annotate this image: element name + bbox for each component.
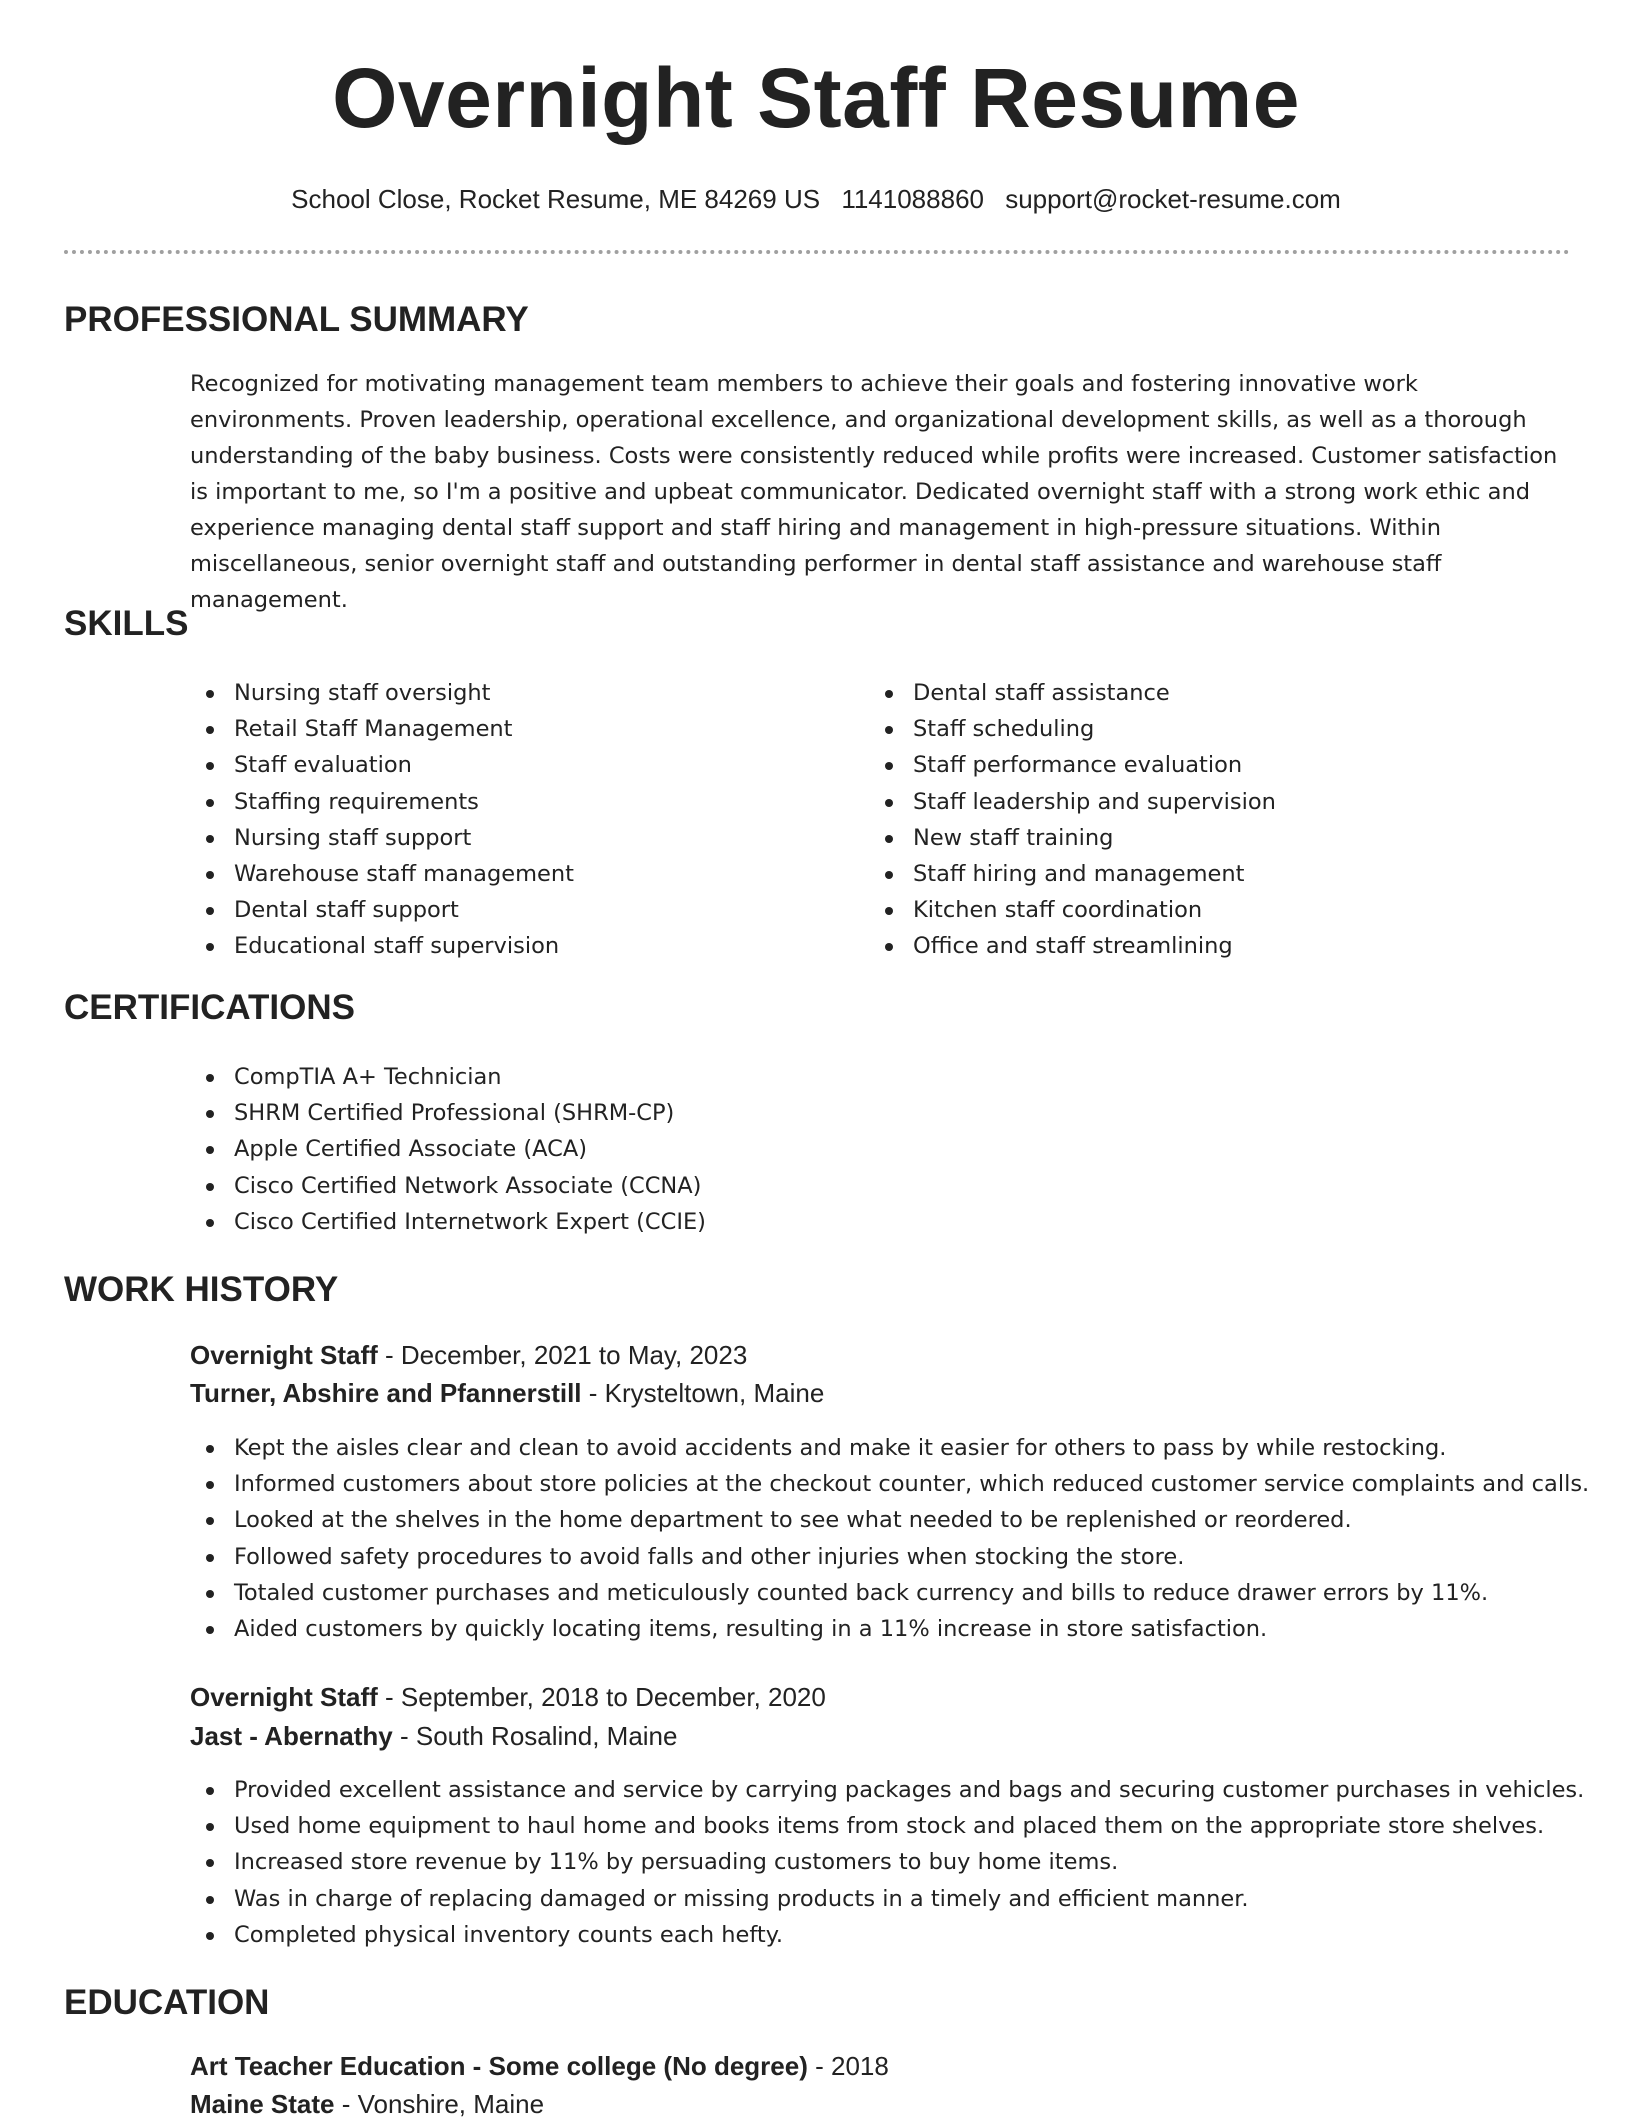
skill-item: Warehouse staff management [190, 856, 574, 892]
certification-item: Apple Certified Associate (ACA) [190, 1131, 706, 1167]
job-company: Turner, Abshire and Pfannerstill [190, 1378, 582, 1408]
job-dates: - September, 2018 to December, 2020 [377, 1682, 826, 1712]
skill-item: Dental staff assistance [869, 675, 1276, 711]
skill-item: Office and staff streamlining [869, 928, 1276, 964]
job-company-line [190, 1720, 677, 1752]
job-title-line [190, 1681, 826, 1713]
job-company-line [190, 1377, 824, 1409]
summary-text: Recognized for motivating management team members to achieve their goals and fostering innovative work environments. Proven leadership, operational excellence, and organizational development skills, as well as a thorough understanding of the baby business. Costs were consistently reduced while profits were increased. Customer satisfaction is important to me, so I'm a positive and upbeat communicator. Dedicated overnight staff with a strong work ethic and experience managing dental staff support and staff hiring and management in high-pressure situations. Within miscellaneous, senior overnight staff and outstanding performer in dental staff assistance and warehouse staff management. [190, 371, 1558, 613]
job-bullet: Kept the aisles clear and clean to avoid accidents and make it easier for others to pass by while restocking. [190, 1430, 1589, 1466]
job-bullet: Looked at the shelves in the home department to see what needed to be replenished or reordered. [190, 1502, 1589, 1538]
job-bullet: Provided excellent assistance and service by carrying packages and bags and securing customer purchases in vehicles. [190, 1772, 1584, 1808]
skill-item: Retail Staff Management [190, 711, 574, 747]
skill-item: Staff evaluation [190, 747, 574, 783]
job-bullet: Followed safety procedures to avoid falls and other injuries when stocking the store. [190, 1539, 1589, 1575]
skill-item: Staff performance evaluation [869, 747, 1276, 783]
address-text: School Close, Rocket Resume, ME 84269 US [291, 184, 821, 214]
job-bullet: Increased store revenue by 11% by persuading customers to buy home items. [190, 1844, 1584, 1880]
job-title: Overnight Staff [190, 1682, 378, 1712]
work-history-heading: WORK HISTORY [64, 1270, 339, 1309]
certification-item: Cisco Certified Network Associate (CCNA) [190, 1168, 706, 1204]
email-link[interactable]: support@rocket-resume.com [1005, 184, 1341, 214]
job-bullet: Used home equipment to haul home and books items from stock and placed them on the appropriate store shelves. [190, 1808, 1584, 1844]
job-bullet: Aided customers by quickly locating items, resulting in a 11% increase in store satisfaction. [190, 1611, 1589, 1647]
job-title: Overnight Staff [190, 1340, 378, 1370]
skill-item: Kitchen staff coordination [869, 892, 1276, 928]
header-divider [64, 250, 1570, 254]
skill-item: Nursing staff support [190, 820, 574, 856]
education-location: - Vonshire, Maine [334, 2089, 545, 2119]
education-degree-line [190, 2050, 889, 2082]
education-school-line [190, 2088, 544, 2120]
skill-item: Staff hiring and management [869, 856, 1276, 892]
education-degree: Art Teacher Education - Some college (No degree) [190, 2051, 808, 2081]
certification-item: CompTIA A+ Technician [190, 1059, 706, 1095]
certifications-heading: CERTIFICATIONS [64, 988, 356, 1027]
skill-item: Dental staff support [190, 892, 574, 928]
job-bullets [190, 1430, 1589, 1647]
skill-item: Educational staff supervision [190, 928, 574, 964]
certification-item: SHRM Certified Professional (SHRM-CP) [190, 1095, 706, 1131]
skills-list-right [869, 675, 1276, 965]
job-bullet: Completed physical inventory counts each hefty. [190, 1917, 1584, 1953]
job-company: Jast - Abernathy [190, 1721, 393, 1751]
certification-item: Cisco Certified Internetwork Expert (CCIE) [190, 1204, 706, 1240]
job-location: - South Rosalind, Maine [392, 1721, 678, 1751]
job-location: - Krysteltown, Maine [581, 1378, 825, 1408]
education-school: Maine State [190, 2089, 335, 2119]
phone-text: 1141088860 [841, 184, 984, 214]
contact-line [0, 183, 1632, 215]
skill-item: Staff scheduling [869, 711, 1276, 747]
job-bullets [190, 1772, 1584, 1953]
education-heading: EDUCATION [64, 1983, 270, 2022]
certifications-list [190, 1059, 706, 1240]
skill-item: Nursing staff oversight [190, 675, 574, 711]
skill-item: Staffing requirements [190, 784, 574, 820]
job-bullet: Was in charge of replacing damaged or missing products in a timely and efficient manner. [190, 1881, 1584, 1917]
skill-item: Staff leadership and supervision [869, 784, 1276, 820]
job-title-line [190, 1339, 747, 1371]
job-bullet: Totaled customer purchases and meticulously counted back currency and bills to reduce drawer errors by 11%. [190, 1575, 1589, 1611]
job-dates: - December, 2021 to May, 2023 [377, 1340, 748, 1370]
summary-heading: PROFESSIONAL SUMMARY [64, 300, 529, 339]
education-year: - 2018 [807, 2051, 889, 2081]
job-bullet: Informed customers about store policies at the checkout counter, which reduced customer service complaints and calls. [190, 1466, 1589, 1502]
page-title: Overnight Staff Resume [332, 51, 1300, 145]
skills-heading: SKILLS [64, 604, 189, 643]
skills-list-left [190, 675, 574, 965]
skill-item: New staff training [869, 820, 1276, 856]
